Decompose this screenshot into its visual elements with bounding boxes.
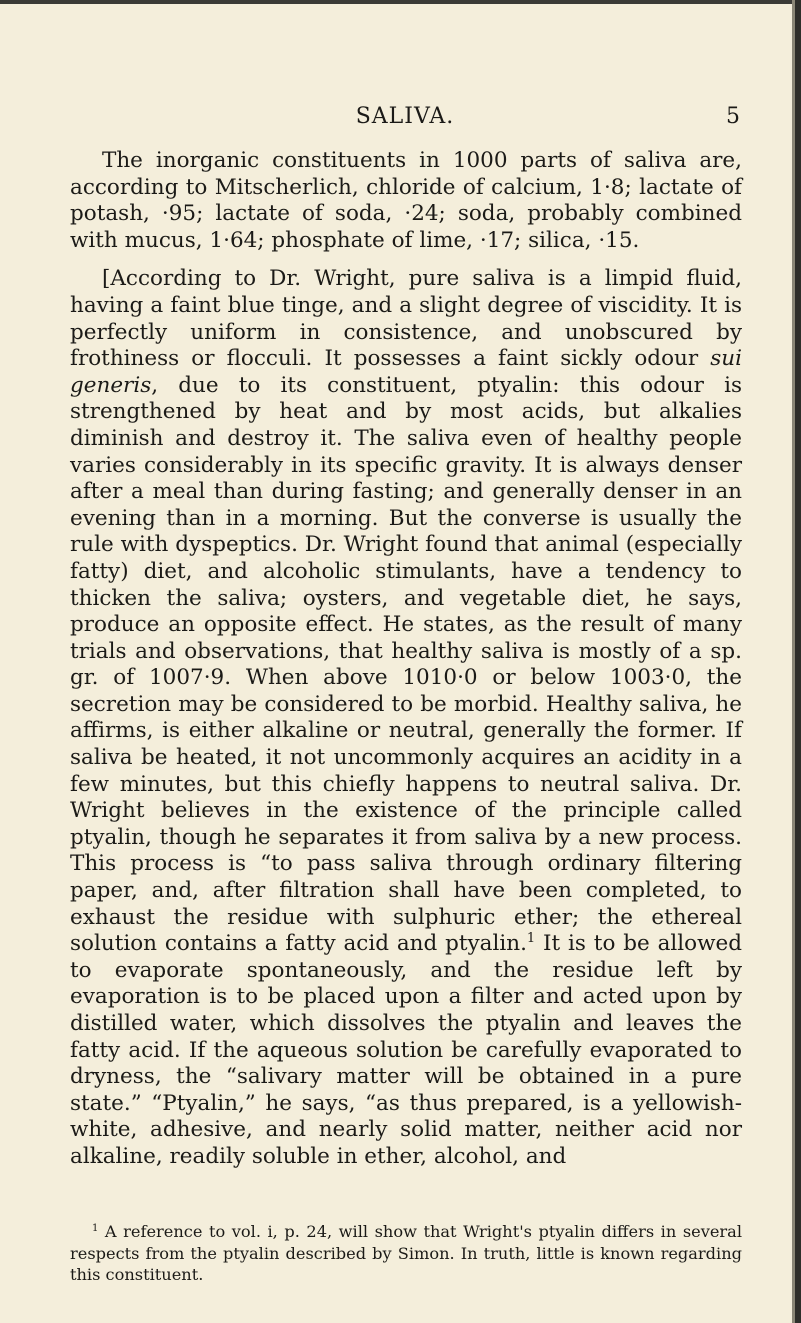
page-number: 5: [726, 104, 740, 129]
page-edge-top: [0, 0, 801, 4]
paragraph-text-part: , due to its constituent, ptyalin: this odour is strengthened by heat and by most acids, but alkalies diminish and destroy it. The saliva even of healthy people varies considerably in its specific gravity. It is always denser after a meal than during fasting; and generally denser in an evening than in a morning. But the converse is usually the rule with dyspeptics. Dr. Wright found that animal (especially fatty) diet, and alcoholic stimulants, have a tendency to thicken the saliva; oysters, and vegetable diet, he says, produce an opposite effect. He states, as the result of many trials and observations, that healthy saliva is mostly of a sp. gr. of 1007·9. When above 1010·0 or below 1003·0, the secretion may be considered to be morbid. Healthy saliva, he affirms, is either alkaline or neutral, generally the former. If saliva be heated, it not uncommonly acquires an acidity in a few minutes, but this chiefly happens to neutral saliva. Dr. Wright believes in the existence of the principle called ptyalin, though he separates it from saliva by a new process. This process is “to pass saliva through ordinary filtering paper, and, after filtration shall have been completed, to exhaust the residue with sulphuric ether; the ethereal solution contains a fatty acid and ptyalin.: [70, 372, 742, 957]
paragraph-wright: [70, 266, 742, 1170]
italic-phrase: sui generis: [70, 346, 742, 398]
paragraph-text-part: [According to Dr. Wright, pure saliva is a limpid fluid, having a faint blue tinge, and a slight degree of viscidity. It is perfectly uniform in consistence, and unobscured by frothiness or flocculi. It possesses a faint sickly odour: [70, 266, 742, 372]
footnote-marker: 1: [92, 1223, 99, 1234]
footnote-reference: 1: [526, 931, 536, 947]
paragraph-inorganic-constituents: [70, 148, 742, 254]
page-edge-right: [795, 0, 801, 1323]
running-title: SALIVA.: [355, 104, 455, 129]
paragraph-text-part: It is to be allowed to evaporate spontaneously, and the residue left by evaporation is to be placed upon a filter and acted upon by distilled water, which dissolves the ptyalin and leaves the fatty acid. If the aqueous solution be carefully evaporated to dryness, the “salivary matter will be obtained in a pure state.” “Ptyalin,” he says, “as thus prepared, is a yellowish-white, adhesive, and nearly solid matter, neither acid nor alkaline, readily soluble in ether, alcohol, and: [70, 931, 742, 1169]
paragraph-text: The inorganic constituents in 1000 parts of saliva are, according to Mitscherlich, chloride of calcium, 1·8; lactate of potash, ·95; lactate of soda, ·24; soda, probably combined with mucus, 1·64; phosphate of lime, ·17; silica, ·15.: [70, 148, 742, 253]
footnote-text: A reference to vol. i, p. 24, will show that Wright's ptyalin differs in several respects from the ptyalin described by Simon. In truth, little is known regarding this constituent.: [70, 1222, 742, 1284]
body-text: [70, 148, 742, 1171]
running-header: [70, 104, 740, 134]
footnote: [70, 1221, 742, 1286]
